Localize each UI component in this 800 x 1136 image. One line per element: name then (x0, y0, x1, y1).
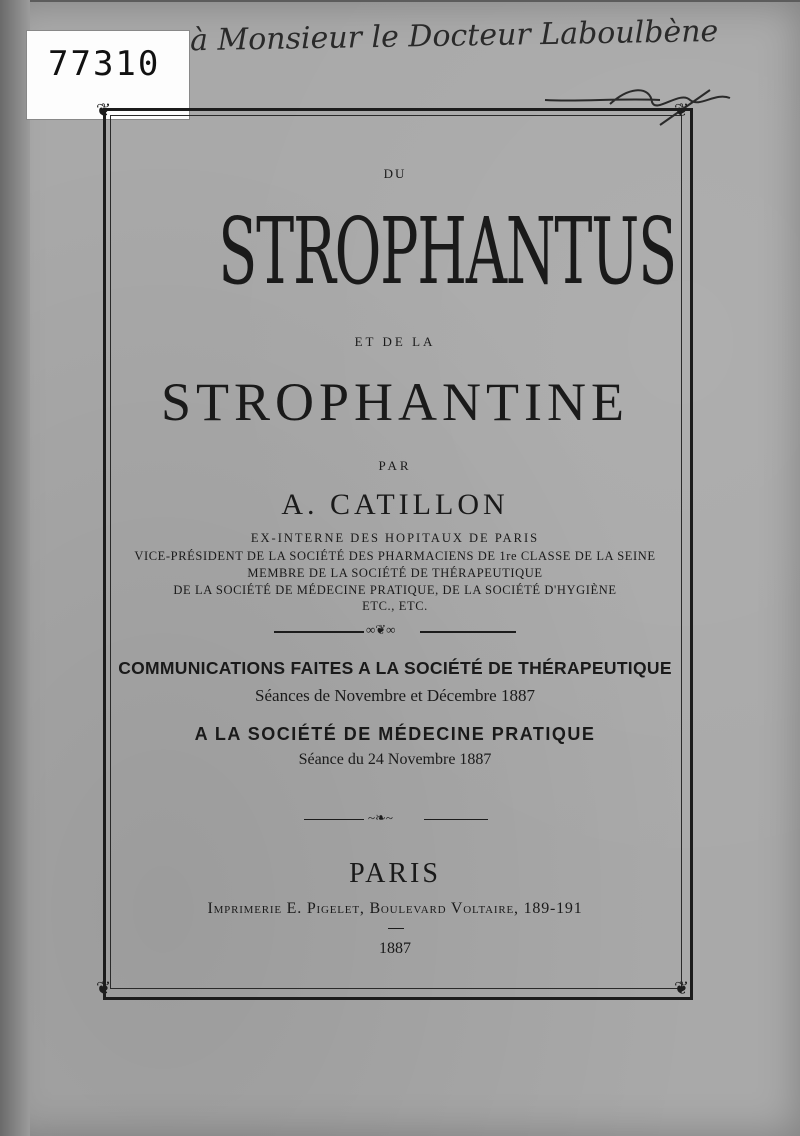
second-society-heading: A LA SOCIÉTÉ DE MÉDECINE PRATIQUE (194, 724, 596, 744)
divider-rule-right (424, 819, 488, 820)
worn-left-edge (0, 0, 30, 1136)
divider-flourish-icon: ~❧~ (368, 810, 393, 825)
pre-title: DU (383, 166, 407, 181)
credential-line: VICE-PRÉSIDENT DE LA SOCIÉTÉ DES PHARMACIENS DE 1re CLASSE DE LA SEINE (134, 549, 656, 563)
ornamental-rule-left (274, 631, 364, 633)
credential-line: DE LA SOCIÉTÉ DE MÉDECINE PRATIQUE, DE LA SOCIÉTÉ D'HYGIÈNE (173, 583, 617, 597)
title-conjunction: ET DE LA (354, 334, 436, 349)
corner-ornament-icon: ❦ (674, 100, 690, 121)
main-title: STROPHANTUS (218, 198, 676, 305)
sessions-line: Séances de Novembre et Décembre 1887 (255, 686, 535, 705)
subtitle: STROPHANTINE (160, 372, 629, 432)
ornamental-rule-right (420, 631, 516, 633)
publication-year: 1887 (379, 940, 411, 957)
printer-line: Imprimerie E. Pigelet, Boulevard Voltaire, 189-191 (207, 900, 583, 917)
year-dash (388, 928, 404, 929)
corner-ornament-icon: ❦ (96, 100, 112, 121)
credential-line: ETC., ETC. (362, 599, 428, 613)
credential-line: MEMBRE DE LA SOCIÉTÉ DE THÉRAPEUTIQUE (247, 566, 543, 580)
ornament-flourish-icon: ∞❦∞ (366, 622, 396, 637)
by-line: PAR (378, 458, 412, 473)
library-label-number: 77310 (48, 44, 161, 84)
divider-rule-left (304, 819, 364, 820)
publication-city: PARIS (349, 858, 441, 889)
author-name: A. CATILLON (281, 488, 509, 521)
session-line: Séance du 24 Novembre 1887 (298, 751, 492, 768)
corner-ornament-icon: ❦ (674, 978, 690, 999)
handwritten-dedication: à Monsieur le Docteur Laboulbène (189, 14, 719, 59)
communications-heading: COMMUNICATIONS FAITES A LA SOCIÉTÉ DE THÉRAPEUTIQUE (118, 658, 672, 678)
credential-line: EX-INTERNE DES HOPITAUX DE PARIS (250, 531, 540, 545)
corner-ornament-icon: ❦ (96, 978, 112, 999)
